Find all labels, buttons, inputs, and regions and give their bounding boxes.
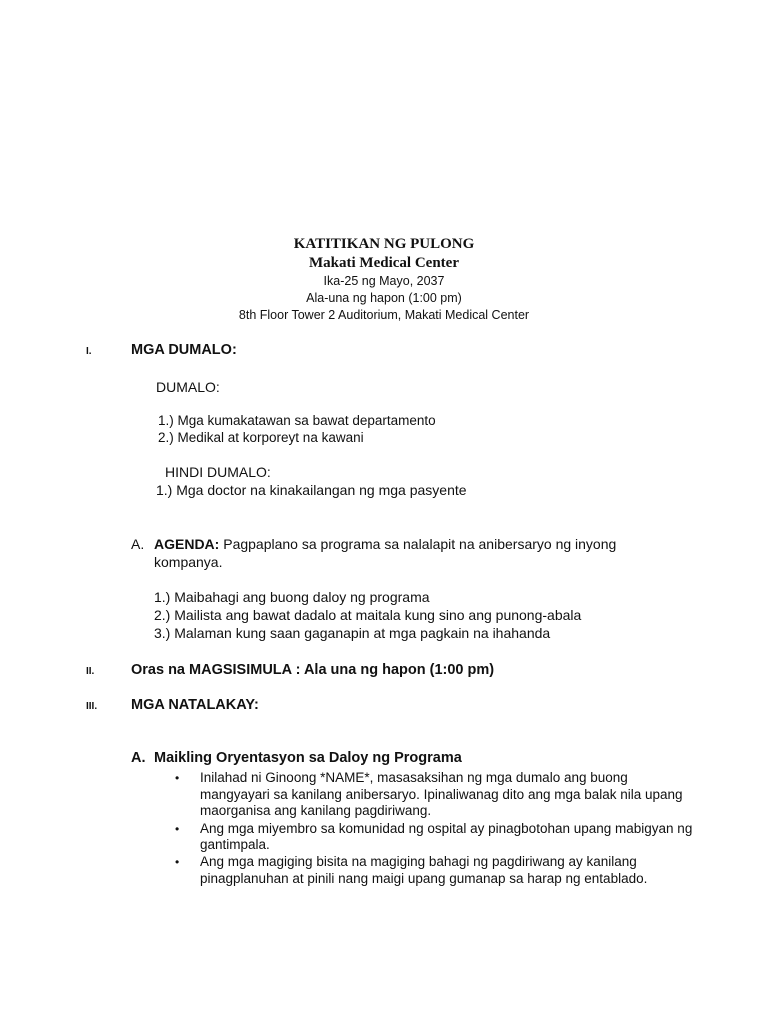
meeting-date: Ika-25 ng Mayo, 2037 (323, 274, 445, 288)
bullet-2-line-1: Ang mga miyembro sa komunidad ng ospital ay pinagbotohan upang mabigyan ng (200, 821, 693, 836)
start-time-heading: Oras na MAGSISIMULA : Ala una ng hapon (1:00 pm) (131, 662, 495, 678)
section-numeral-1: I. (86, 346, 92, 357)
discussed-heading: MGA NATALAKAY: (131, 697, 259, 713)
bullet-icon: • (175, 822, 180, 836)
organization-name: Makati Medical Center (309, 255, 459, 271)
bullet-icon: • (175, 771, 180, 785)
meeting-venue: 8th Floor Tower 2 Auditorium, Makati Medical Center (238, 308, 530, 322)
bullet-icon: • (175, 855, 180, 869)
agenda-text-continued: kompanya. (154, 554, 223, 570)
agenda-item-2: 2.) Mailista ang bawat dadalo at maitala kung sino ang punong-abala (154, 607, 582, 623)
present-label: DUMALO: (156, 379, 220, 395)
agenda-text: Pagpaplano sa programa sa nalalapit na anibersaryo ng inyong (219, 536, 617, 552)
attendance-heading: MGA DUMALO: (131, 342, 237, 358)
absent-item-1: 1.) Mga doctor na kinakailangan ng mga pasyente (156, 482, 467, 498)
bullet-1-line-3: maorganisa ang kanilang pagdiriwang. (200, 803, 432, 818)
present-item-2: 2.) Medikal at korporeyt na kawani (158, 430, 364, 445)
subsection-letter: A. (131, 750, 146, 766)
bullet-1-line-1: Inilahad ni Ginoong *NAME*, masasaksihan ng mga dumalo ang buong (200, 770, 628, 785)
bullet-1-line-2: mangyayari sa kanilang anibersaryo. Ipinaliwanag dito ang mga balak nila upang (200, 787, 683, 802)
agenda-item-3: 3.) Malaman kung saan gaganapin at mga pagkain na ihahanda (154, 625, 551, 641)
document-title: KATITIKAN NG PULONG (293, 236, 475, 252)
agenda-item-1: 1.) Maibahagi ang buong daloy ng programa (154, 589, 430, 605)
meeting-time: Ala-una ng hapon (1:00 pm) (306, 291, 462, 305)
bullet-3-line-1: Ang mga magiging bisita na magiging bahagi ng pagdiriwang ay kanilang (200, 854, 637, 869)
section-numeral-3: III. (86, 701, 98, 712)
agenda-line (154, 536, 616, 552)
absent-label: HINDI DUMALO: (165, 464, 271, 480)
agenda-letter: A. (131, 536, 145, 552)
present-item-1: 1.) Mga kumakatawan sa bawat departamento (158, 413, 436, 428)
bullet-2-line-2: gantimpala. (200, 837, 270, 852)
section-numeral-2: II. (86, 666, 95, 677)
agenda-label: AGENDA: (154, 536, 220, 552)
subsection-heading: Maikling Oryentasyon sa Daloy ng Programa (154, 750, 462, 766)
bullet-3-line-2: pinagplanuhan at pinili nang maigi upang gumanap sa harap ng entablado. (200, 871, 648, 886)
